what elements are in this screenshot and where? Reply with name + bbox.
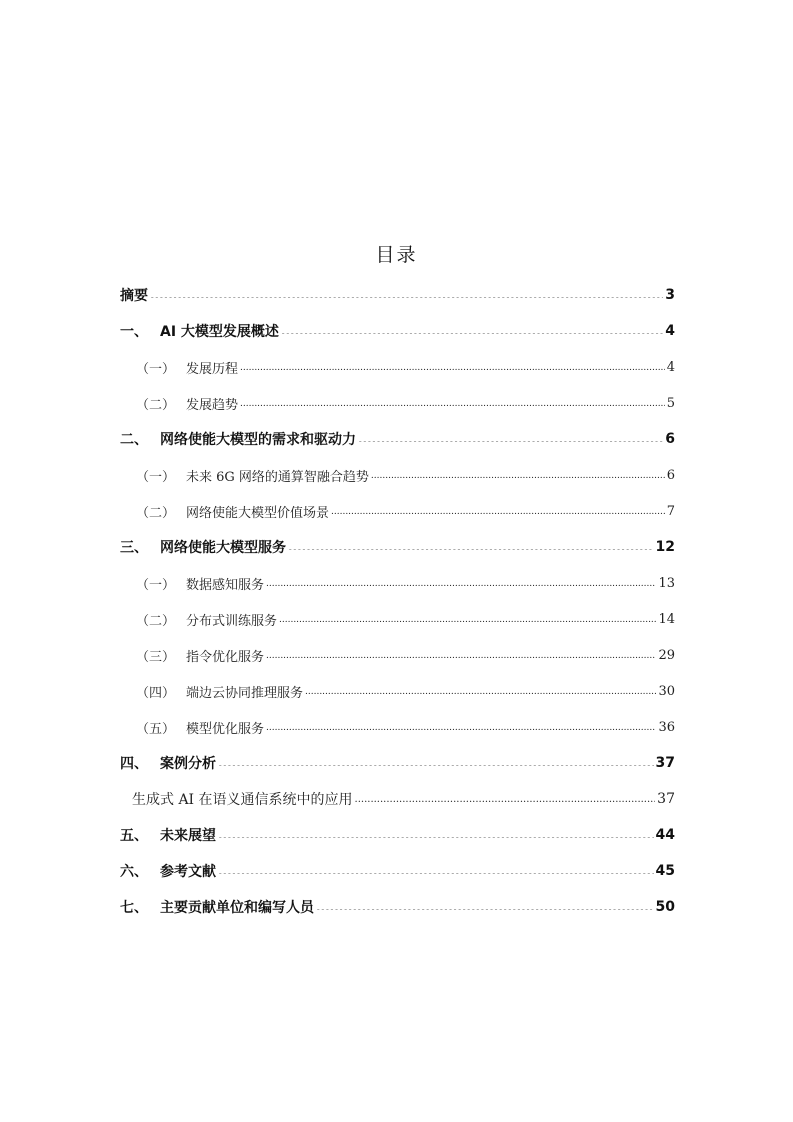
toc-entry-number: （一） [136,577,176,593]
toc-title: 目录 [375,244,418,266]
toc-entry-title: 案例分析 [160,756,216,772]
toc-entry-page: 37 [655,755,675,771]
toc-entry-number: （五） [136,721,176,737]
toc-entry-title: 指令优化服务 [186,649,265,665]
table-of-contents [120,277,675,925]
toc-dot-leader [150,294,663,304]
toc-dot-leader [240,402,665,412]
toc-entry-title: 模型优化服务 [186,721,265,737]
toc-entry-chapter-4[interactable] [120,745,675,781]
toc-dot-leader [279,618,656,628]
toc-entry-section-3-3[interactable] [120,637,675,673]
toc-entry-section-1-1[interactable] [120,349,675,385]
toc-entry-number: （二） [136,397,176,413]
toc-dot-leader [218,834,654,844]
toc-entry-number: 七、 [120,900,148,916]
toc-dot-leader [331,510,665,520]
toc-dot-leader [305,690,656,700]
toc-entry-page: 4 [666,359,675,375]
toc-entry-page: 30 [658,683,675,699]
toc-entry-title: 发展历程 [186,361,239,377]
toc-entry-page: 7 [666,503,675,519]
toc-dot-leader [358,438,663,448]
toc-entry-title: 摘要 [120,288,148,304]
toc-dot-leader [218,762,654,772]
toc-entry-chapter-2[interactable] [120,421,675,457]
toc-entry-title: 发展趋势 [186,397,239,413]
toc-entry-section-3-1[interactable] [120,565,675,601]
toc-entry-page: 50 [655,899,675,915]
toc-entry-number: （四） [136,685,176,701]
toc-entry-number: （二） [136,613,176,629]
toc-entry-title: 网络使能大模型的需求和驱动力 [160,432,356,448]
toc-entry-page: 6 [666,467,675,483]
toc-entry-number: （一） [136,469,176,485]
toc-entry-section-2-2[interactable] [120,493,675,529]
toc-dot-leader [371,474,665,484]
toc-entry-title: AI 大模型发展概述 [160,324,279,340]
toc-entry-number: 三、 [120,540,148,556]
toc-dot-leader [355,798,656,808]
toc-entry-chapter-3[interactable] [120,529,675,565]
toc-entry-section-3-4[interactable] [120,673,675,709]
toc-entry-title: 参考文献 [160,864,216,880]
toc-dot-leader [266,726,656,736]
toc-dot-leader [281,330,663,340]
toc-entry-page: 44 [655,827,675,843]
toc-entry-page: 36 [658,719,675,735]
toc-entry-title: 网络使能大模型价值场景 [186,505,330,521]
toc-entry-number: （二） [136,505,176,521]
toc-entry-title: 生成式 AI 在语义通信系统中的应用 [132,792,353,808]
toc-entry-chapter-6[interactable] [120,853,675,889]
toc-entry-page: 3 [665,287,675,303]
toc-entry-page: 4 [665,323,675,339]
toc-dot-leader [266,654,656,664]
toc-entry-section-4-1[interactable] [120,781,675,817]
toc-entry-title: 数据感知服务 [186,577,265,593]
toc-entry-page: 45 [655,863,675,879]
toc-entry-number: 一、 [120,324,148,340]
toc-entry-abstract[interactable] [120,277,675,313]
toc-entry-number: （三） [136,649,176,665]
toc-entry-page: 14 [658,611,675,627]
toc-entry-chapter-1[interactable] [120,313,675,349]
toc-entry-section-2-1[interactable] [120,457,675,493]
toc-entry-number: 六、 [120,864,148,880]
toc-dot-leader [266,582,656,592]
toc-entry-title: 网络使能大模型服务 [160,540,286,556]
toc-dot-leader [288,546,654,556]
toc-entry-section-3-5[interactable] [120,709,675,745]
toc-entry-page: 13 [658,575,675,591]
toc-entry-chapter-7[interactable] [120,889,675,925]
toc-entry-page: 29 [658,647,675,663]
toc-entry-title: 主要贡献单位和编写人员 [160,900,314,916]
toc-dot-leader [316,906,654,916]
toc-entry-number: 五、 [120,828,148,844]
toc-entry-number: 二、 [120,432,148,448]
toc-entry-page: 5 [666,395,675,411]
toc-dot-leader [240,366,665,376]
toc-dot-leader [218,870,654,880]
toc-entry-chapter-5[interactable] [120,817,675,853]
toc-entry-number: 四、 [120,756,148,772]
toc-entry-title: 端边云协同推理服务 [186,685,304,701]
toc-entry-page: 6 [665,431,675,447]
toc-entry-page: 12 [655,539,675,555]
toc-entry-section-1-2[interactable] [120,385,675,421]
toc-entry-title: 分布式训练服务 [186,613,278,629]
toc-entry-number: （一） [136,361,176,377]
toc-entry-title: 未来 6G 网络的通算智融合趋势 [186,469,369,485]
toc-entry-page: 37 [657,791,675,807]
toc-entry-section-3-2[interactable] [120,601,675,637]
toc-entry-title: 未来展望 [160,828,216,844]
